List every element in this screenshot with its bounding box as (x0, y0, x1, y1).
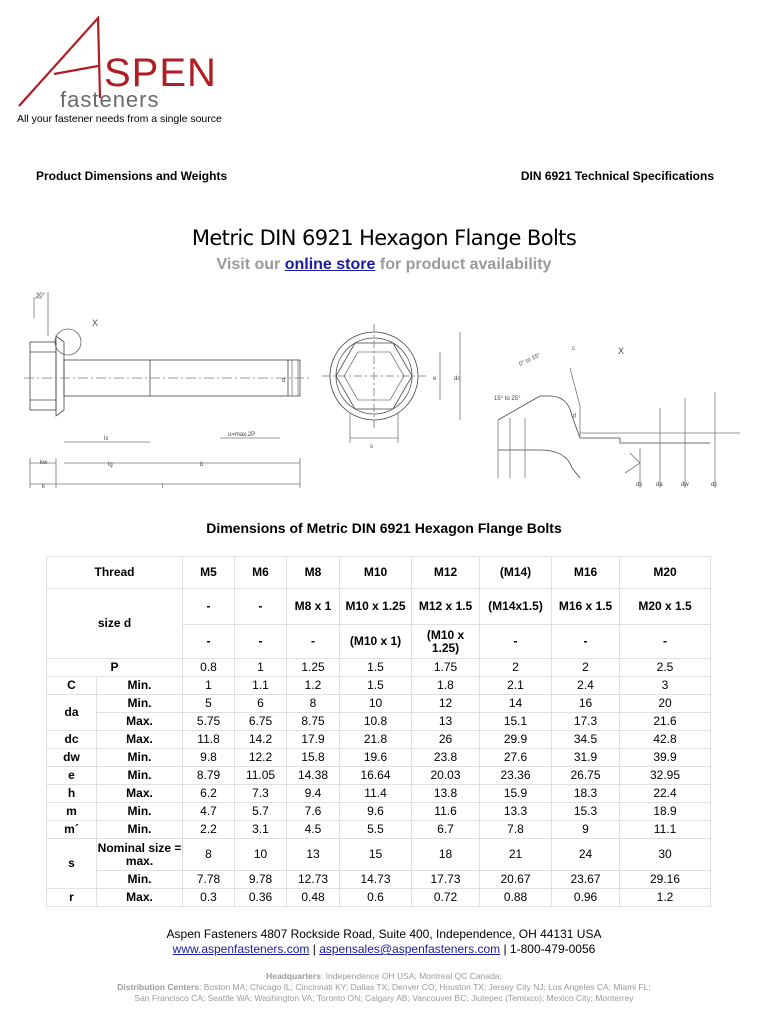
value-cell: 11.05 (235, 767, 287, 785)
website-link[interactable]: www.aspenfasteners.com (172, 942, 310, 956)
label-kw: kw (40, 460, 48, 466)
value-cell: 26 (412, 731, 480, 749)
value-cell: 8.75 (287, 713, 340, 731)
row-symbol: dc (47, 731, 97, 749)
label-dw: dw (681, 482, 689, 488)
value-cell: 23.8 (412, 749, 480, 767)
value-cell: 29.9 (480, 731, 552, 749)
label-d: d (282, 378, 286, 384)
aspen-logo[interactable] (14, 14, 254, 114)
value-cell: 2.4 (552, 677, 620, 695)
size-cell: M20 (620, 557, 711, 589)
value-cell: 0.48 (287, 889, 340, 907)
table-row-sizes (47, 557, 711, 589)
table-row (47, 713, 711, 731)
value-cell: 16.64 (340, 767, 412, 785)
value-cell: 6.7 (412, 821, 480, 839)
fine-thread-cell: - (552, 625, 620, 659)
value-cell: 8 (287, 695, 340, 713)
value-cell: 2 (552, 659, 620, 677)
table-row (47, 871, 711, 889)
thread-header: Thread (47, 557, 183, 589)
fine-thread-cell: M8 x 1 (287, 589, 340, 625)
table-row (47, 839, 711, 871)
value-cell: 5.5 (340, 821, 412, 839)
value-cell: 1.2 (287, 677, 340, 695)
value-cell: 11.4 (340, 785, 412, 803)
size-cell: M8 (287, 557, 340, 589)
value-cell: 15.8 (287, 749, 340, 767)
row-limit: Min. (97, 821, 183, 839)
value-cell: 9.6 (340, 803, 412, 821)
table-row (47, 677, 711, 695)
fine-thread-cell: (M10 x 1) (340, 625, 412, 659)
row-limit: Max. (97, 889, 183, 907)
side-view-drawing (24, 292, 310, 490)
row-limit: Min. (97, 677, 183, 695)
value-cell: 20.03 (412, 767, 480, 785)
label-lf: lf (573, 414, 576, 420)
table-row (47, 731, 711, 749)
value-cell: 23.36 (480, 767, 552, 785)
table-row (47, 749, 711, 767)
dimensions-table (46, 556, 711, 907)
value-cell: 14.38 (287, 767, 340, 785)
fine-thread-cell: - (480, 625, 552, 659)
value-cell: 8 (183, 839, 235, 871)
value-cell: 0.3 (183, 889, 235, 907)
value-cell: 3 (620, 677, 711, 695)
value-cell: 5.75 (183, 713, 235, 731)
value-cell: 22.4 (620, 785, 711, 803)
label-u: u=max.2P (228, 432, 256, 438)
row-limit: Max. (97, 785, 183, 803)
row-limit: Min. (97, 749, 183, 767)
value-cell: 7.8 (480, 821, 552, 839)
value-cell: 11.6 (412, 803, 480, 821)
row-symbol: m´ (47, 821, 97, 839)
email-link[interactable]: aspensales@aspenfasteners.com (319, 942, 501, 956)
distribution-label: Distribution Centers (117, 982, 199, 992)
detail-x2-label: X (618, 346, 625, 356)
technical-drawings (20, 288, 750, 498)
value-cell: 13.3 (480, 803, 552, 821)
value-cell: 13 (287, 839, 340, 871)
value-cell: 6 (235, 695, 287, 713)
table-row (47, 821, 711, 839)
label-ds: ds (636, 482, 643, 488)
value-cell: 7.78 (183, 871, 235, 889)
size-cell: (M14) (480, 557, 552, 589)
table-title: Dimensions of Metric DIN 6921 Hexagon Flange Bolts (206, 520, 562, 536)
size-cell: M6 (235, 557, 287, 589)
table-row-fine1 (47, 589, 711, 625)
value-cell: 18.3 (552, 785, 620, 803)
row-symbol: C (47, 677, 97, 695)
distribution-text-1: : Boston MA; Chicago IL; Cincinnati KY; Dallas TX; Denver CO; Houston TX; Jersey City NJ; Los Angeles CA; Miami FL; (199, 982, 651, 992)
value-cell: 31.9 (552, 749, 620, 767)
label-dc: dc (454, 376, 461, 382)
value-cell: 26.75 (552, 767, 620, 785)
value-cell: 1 (183, 677, 235, 695)
label-angle-0-15: 0° to 15° (518, 352, 542, 368)
label-ls: ls (104, 436, 109, 442)
distribution-line-2: San Francisco CA; Seattle WA; Washington VA; Toronto ON; Calgary AB; Vancouver BC; Jiutepec (Temixco); Mexico City; Monterrey (134, 993, 634, 1003)
value-cell: 2.2 (183, 821, 235, 839)
value-cell: 19.6 (340, 749, 412, 767)
end-view-drawing (322, 324, 460, 450)
value-cell: 9.8 (183, 749, 235, 767)
value-cell: 14 (480, 695, 552, 713)
value-cell: 42.8 (620, 731, 711, 749)
visit-store-line (0, 256, 768, 274)
label-dc2: dc (711, 482, 718, 488)
value-cell: 18 (412, 839, 480, 871)
value-cell: 9 (552, 821, 620, 839)
table-row (47, 785, 711, 803)
table-row (47, 695, 711, 713)
fine-thread-cell: (M14x1.5) (480, 589, 552, 625)
size-cell: M10 (340, 557, 412, 589)
value-cell: 2.5 (620, 659, 711, 677)
value-cell: 32.95 (620, 767, 711, 785)
value-cell: 23.67 (552, 871, 620, 889)
fine-thread-cell: M10 x 1.25 (340, 589, 412, 625)
size-cell: M16 (552, 557, 620, 589)
fine-thread-cell: M20 x 1.5 (620, 589, 711, 625)
row-symbol: h (47, 785, 97, 803)
row-limit: Max. (97, 713, 183, 731)
value-cell: 1.25 (287, 659, 340, 677)
logo-wordmark: SPEN (104, 51, 217, 95)
value-cell: 6.75 (235, 713, 287, 731)
logo-subtitle: fasteners (60, 87, 160, 112)
row-symbol: r (47, 889, 97, 907)
company-address: Aspen Fasteners 4807 Rockside Road, Suite 400, Independence, OH 44131 USA (166, 927, 602, 941)
detail-x-drawing (494, 346, 740, 488)
label-e: e (433, 376, 437, 382)
row-symbol: dw (47, 749, 97, 767)
fine-thread-cell: M12 x 1.5 (412, 589, 480, 625)
table-row (47, 803, 711, 821)
value-cell: 21 (480, 839, 552, 871)
value-cell: 4.5 (287, 821, 340, 839)
value-cell: 1.75 (412, 659, 480, 677)
value-cell: 0.88 (480, 889, 552, 907)
visit-prefix: Visit our (216, 256, 281, 273)
value-cell: 2 (480, 659, 552, 677)
value-cell: 11.1 (620, 821, 711, 839)
value-cell: 21.8 (340, 731, 412, 749)
row-limit: Nominal size = max. (97, 839, 183, 871)
fine-thread-cell: - (183, 625, 235, 659)
value-cell: 27.6 (480, 749, 552, 767)
value-cell: 12 (412, 695, 480, 713)
value-cell: 16 (552, 695, 620, 713)
value-cell: 20 (620, 695, 711, 713)
row-limit: Min. (97, 767, 183, 785)
value-cell: 1.5 (340, 677, 412, 695)
size-cell: M5 (183, 557, 235, 589)
online-store-link[interactable]: online store (284, 256, 376, 273)
value-cell: 0.96 (552, 889, 620, 907)
label-da: da (656, 482, 663, 488)
value-cell: 12.73 (287, 871, 340, 889)
label-angle-30: 30° (36, 293, 46, 299)
value-cell: 5 (183, 695, 235, 713)
value-cell: 1 (235, 659, 287, 677)
value-cell: 10.8 (340, 713, 412, 731)
value-cell: 15 (340, 839, 412, 871)
value-cell: 10 (235, 839, 287, 871)
value-cell: 15.3 (552, 803, 620, 821)
value-cell: 7.6 (287, 803, 340, 821)
value-cell: 21.6 (620, 713, 711, 731)
value-cell: 18.9 (620, 803, 711, 821)
fine-thread-cell: - (620, 625, 711, 659)
label-b: b (200, 462, 204, 468)
separator: | (309, 942, 320, 956)
product-dimensions-link[interactable]: Product Dimensions and Weights (36, 169, 228, 183)
value-cell: 17.73 (412, 871, 480, 889)
label-l: l (162, 484, 164, 490)
value-cell: 12.2 (235, 749, 287, 767)
size-cell: M12 (412, 557, 480, 589)
row-limit: Max. (97, 731, 183, 749)
size-d-header: size d (47, 589, 183, 659)
technical-specs-link[interactable]: DIN 6921 Technical Specifications (520, 169, 714, 183)
value-cell: 14.73 (340, 871, 412, 889)
page-title: Metric DIN 6921 Hexagon Flange Bolts (191, 226, 577, 250)
row-limit: Min. (97, 695, 183, 713)
value-cell: 9.4 (287, 785, 340, 803)
fine-thread-cell: (M10 x 1.25) (412, 625, 480, 659)
value-cell: 13.8 (412, 785, 480, 803)
row-symbol: m (47, 803, 97, 821)
value-cell: 10 (340, 695, 412, 713)
value-cell: 8.79 (183, 767, 235, 785)
headquarters-text: : Independence OH USA; Montreal QC Canada; (320, 971, 502, 981)
tagline: All your fastener needs from a single source (17, 113, 222, 125)
value-cell: 29.16 (620, 871, 711, 889)
value-cell: 0.72 (412, 889, 480, 907)
row-limit: Min. (97, 871, 183, 889)
row-symbol: s (47, 839, 97, 889)
table-row (47, 767, 711, 785)
row-symbol: da (47, 695, 97, 731)
row-symbol: e (47, 767, 97, 785)
fine-thread-cell: - (235, 625, 287, 659)
value-cell: 1.1 (235, 677, 287, 695)
table-row (47, 889, 711, 907)
value-cell: 15.9 (480, 785, 552, 803)
label-c: c (572, 346, 575, 352)
label-angle-15-25: 15° to 25° (494, 396, 521, 402)
value-cell: 11.8 (183, 731, 235, 749)
contact-line (0, 942, 768, 956)
row-symbol: P (47, 659, 183, 677)
value-cell: 1.2 (620, 889, 711, 907)
value-cell: 4.7 (183, 803, 235, 821)
value-cell: 17.9 (287, 731, 340, 749)
value-cell: 13 (412, 713, 480, 731)
value-cell: 6.2 (183, 785, 235, 803)
label-s: s (370, 444, 373, 450)
label-lg: lg (108, 462, 113, 468)
label-k: k (42, 484, 45, 490)
value-cell: 2.1 (480, 677, 552, 695)
value-cell: 0.8 (183, 659, 235, 677)
value-cell: 17.3 (552, 713, 620, 731)
value-cell: 1.5 (340, 659, 412, 677)
value-cell: 24 (552, 839, 620, 871)
fine-thread-cell: M16 x 1.5 (552, 589, 620, 625)
value-cell: 1.8 (412, 677, 480, 695)
distribution-line-1 (0, 982, 768, 992)
detail-x-label: X (92, 318, 99, 328)
visit-suffix: for product availability (379, 256, 552, 273)
headquarters-line (0, 971, 768, 981)
fine-thread-cell: - (235, 589, 287, 625)
value-cell: 0.36 (235, 889, 287, 907)
headquarters-label: Headquarters (266, 971, 321, 981)
fine-thread-cell: - (287, 625, 340, 659)
value-cell: 15.1 (480, 713, 552, 731)
table-row (47, 659, 711, 677)
value-cell: 39.9 (620, 749, 711, 767)
value-cell: 0.6 (340, 889, 412, 907)
value-cell: 7.3 (235, 785, 287, 803)
value-cell: 30 (620, 839, 711, 871)
value-cell: 9.78 (235, 871, 287, 889)
row-limit: Min. (97, 803, 183, 821)
value-cell: 14.2 (235, 731, 287, 749)
fine-thread-cell: - (183, 589, 235, 625)
value-cell: 5.7 (235, 803, 287, 821)
phone-number: | 1-800-479-0056 (500, 942, 596, 956)
value-cell: 3.1 (235, 821, 287, 839)
value-cell: 20.67 (480, 871, 552, 889)
value-cell: 34.5 (552, 731, 620, 749)
